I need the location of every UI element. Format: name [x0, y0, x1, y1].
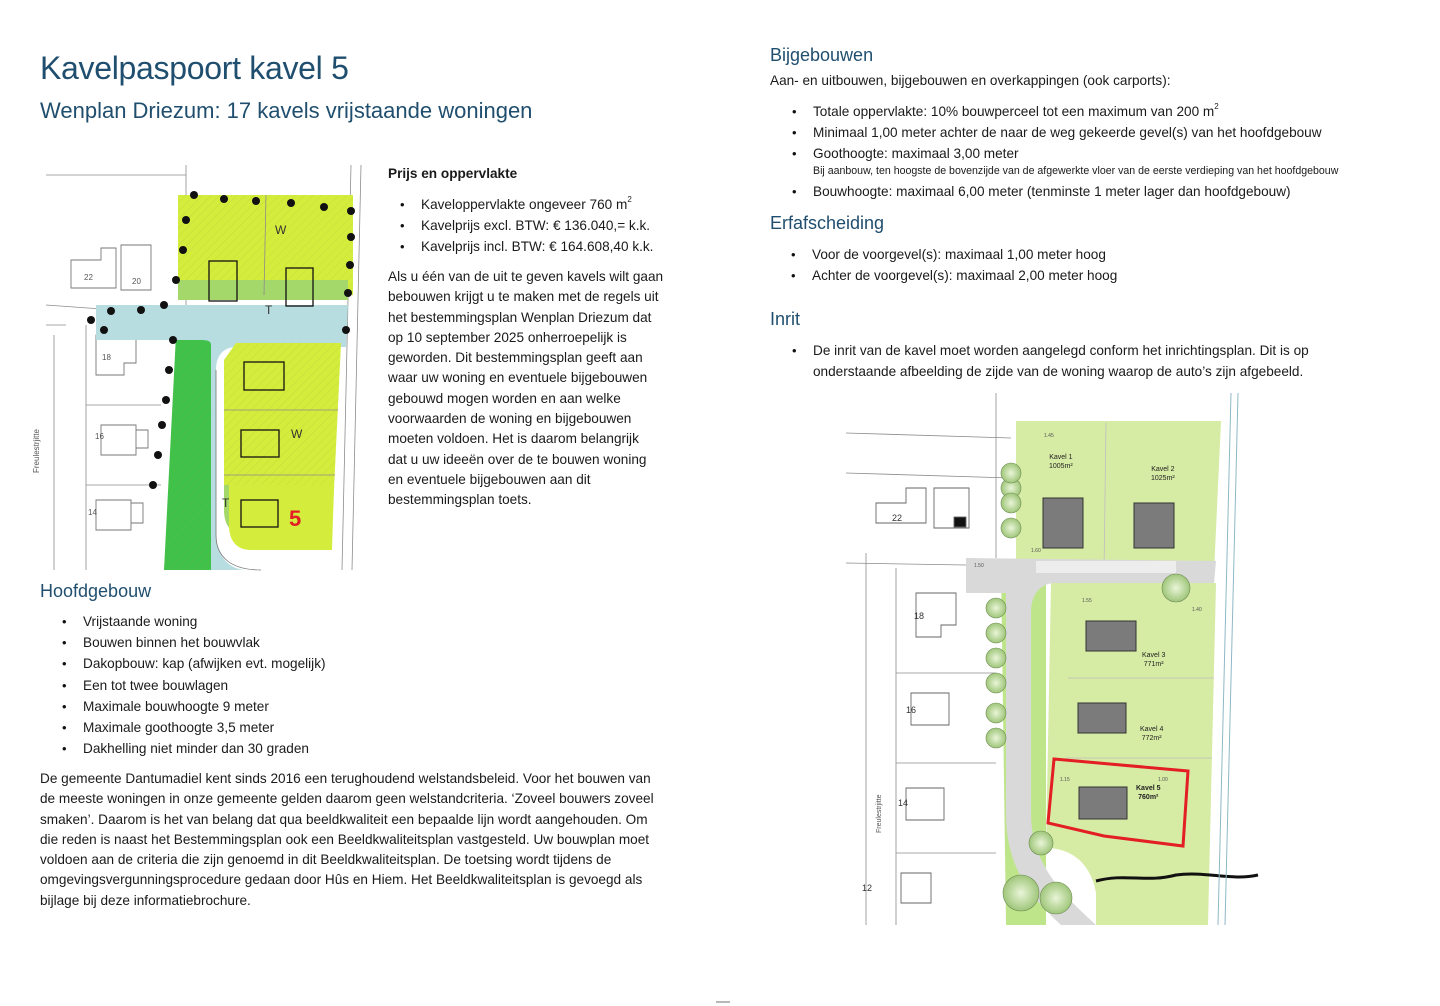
level-150: 1.50	[974, 563, 984, 569]
inrit-item	[813, 340, 1433, 382]
erfafscheiding-heading: Erfafscheiding	[770, 213, 885, 233]
zone-label-t-low: T	[222, 496, 230, 510]
intro-line: voorwaarden de woning en bijgebouwen	[388, 411, 632, 427]
intro-line: op 10 september 2025 onherroepelijk is	[388, 329, 627, 345]
plot-area: 1025m²	[1151, 475, 1175, 482]
level-160: 1.60	[1031, 548, 1041, 554]
welstand-line: De gemeente Dantumadiel kent sinds 2016 een terughoudend welstandsbeleid. Voor het bouwen van	[40, 771, 651, 786]
intro-line: Als u één van de uit te geven kavels wilt gaan	[388, 269, 664, 284]
house-number-16: 16	[95, 432, 104, 441]
page-separator	[716, 1001, 730, 1003]
inrit-line: onderstaande afbeelding de zijde van de woning waarop de auto’s zijn afgebeeld.	[813, 364, 1304, 380]
house-number-18: 18	[102, 353, 111, 362]
site-plan	[846, 393, 1258, 925]
zone-label-w-mid: W	[291, 427, 303, 441]
level-100: 1.00	[1158, 777, 1168, 783]
erfafscheiding-item: • Voor de voorgevel(s): maximaal 1,00 meter hoog	[812, 244, 1412, 265]
intro-line: en eventuele bijgebouwen aan dit	[388, 471, 591, 487]
house-number-16: 16	[906, 705, 917, 715]
intro-line: gebouwd mogen worden en aan welke	[388, 390, 621, 406]
plot-area: 772m²	[1141, 735, 1162, 742]
welstand-line: bijlage bij deze informatiebrochure.	[40, 892, 251, 908]
bijgebouwen-list-cont	[813, 181, 1433, 202]
house-number-14: 14	[88, 508, 97, 517]
bijgebouwen-item: • Goothoogte: maximaal 3,00 meter	[813, 143, 1433, 164]
intro-line: bebouwen krijgt u te maken met de regels uit	[388, 289, 659, 305]
inrit-line: • De inrit van de kavel moet worden aangelegd conform het inrichtingsplan. Dit is op	[813, 343, 1309, 358]
bijgebouwen-heading: Bijgebouwen	[770, 45, 874, 65]
zoning-map	[32, 165, 362, 570]
plot-label-kavel-2	[1151, 465, 1175, 483]
welstand-paragraph	[40, 769, 690, 911]
plot-number-label: 5	[289, 506, 302, 531]
plot-area: 1005m²	[1049, 463, 1073, 470]
intro-paragraph	[388, 267, 678, 511]
hoofdgebouw-item: • Dakopbouw: kap (afwijken evt. mogelijk)	[83, 653, 483, 674]
hoofdgebouw-item: • Een tot twee bouwlagen	[83, 675, 483, 696]
welstand-line: de meeste woningen in onze gemeente gelden daarom geen welstandcriteria. ‘Zoveel bouwers zoveel	[40, 791, 654, 807]
zone-label-t-top: T	[265, 303, 273, 317]
hoofdgebouw-item: • Bouwen binnen het bouwvlak	[83, 632, 483, 653]
goothoogte-note: Bij aanbouw, ten hoogste de bovenzijde van de afgewerkte vloer van de eerste verdieping van het hoofdgebouw	[813, 165, 1339, 177]
street-label: Freulestrjitte	[32, 428, 41, 473]
page-title: Kavelpaspoort kavel 5	[40, 50, 349, 86]
bijgebouwen-item-sup: 2	[1214, 102, 1219, 111]
house-number-18: 18	[914, 611, 925, 621]
erfafscheiding-list	[812, 244, 1412, 286]
house-number-22: 22	[892, 513, 903, 523]
plot-label-kavel-1	[1049, 453, 1073, 471]
bijgebouwen-intro: Aan- en uitbouwen, bijgebouwen en overkappingen (ook carports):	[770, 73, 1171, 88]
hoofdgebouw-item: • Dakhelling niet minder dan 30 graden	[83, 738, 483, 759]
intro-line: bestemmingsplan toets.	[388, 492, 532, 508]
inrit-heading: Inrit	[770, 309, 801, 329]
welstand-line: smaken’. Daarom is het van belang dat qua beeldkwaliteit een bepaalde lijn wordt aangehouden. Om	[40, 811, 648, 827]
house-number-14: 14	[898, 798, 909, 808]
intro-line: geworden. Dit bestemmingsplan geeft aan	[388, 350, 643, 366]
price-item-excl: • Kavelprijs excl. BTW: € 136.040,= k.k.	[421, 215, 681, 236]
plot-label-kavel-5	[1136, 784, 1161, 802]
level-115: 1.15	[1060, 777, 1070, 783]
price-list	[421, 194, 681, 258]
price-item-incl: • Kavelprijs incl. BTW: € 164.608,40 k.k.	[421, 236, 681, 257]
plot-area: 771m²	[1143, 661, 1164, 668]
plot-label-kavel-3	[1142, 651, 1165, 669]
bijgebouwen-item: • Bouwhoogte: maximaal 6,00 meter (tenminste 1 meter lager dan hoofdgebouw)	[813, 181, 1433, 202]
hoofdgebouw-item: • Maximale bouwhoogte 9 meter	[83, 696, 483, 717]
bijgebouwen-item-text: Totale oppervlakte: 10% bouwperceel tot een maximum van 200 m	[813, 104, 1215, 119]
plot-area: 760m²	[1138, 794, 1159, 801]
level-155: 1.55	[1082, 598, 1092, 604]
hoofdgebouw-heading: Hoofdgebouw	[40, 581, 152, 601]
welstand-line: die reden is naast het Bestemmingsplan ook een Beeldkwaliteitsplan vastgesteld. Uw bouwplan moet	[40, 831, 650, 847]
bijgebouwen-list	[813, 101, 1433, 165]
plot-name: Kavel 4	[1140, 726, 1164, 733]
house-number-20: 20	[132, 277, 141, 286]
plot-label-kavel-4	[1140, 725, 1163, 743]
area-sup: 2	[627, 195, 632, 204]
bijgebouwen-item: • Minimaal 1,00 meter achter de naar de weg gekeerde gevel(s) van het hoofdgebouw	[813, 122, 1433, 143]
intro-line: waar uw woning en eventuele bijgebouwen	[388, 370, 648, 386]
inrit-list	[813, 340, 1433, 382]
bijgebouwen-item	[813, 101, 1433, 122]
hoofdgebouw-item: • Maximale goothoogte 3,5 meter	[83, 717, 483, 738]
zone-label-w-top: W	[275, 223, 287, 237]
street-label: Freulestrjitte	[876, 794, 883, 833]
plot-name: Kavel 2	[1151, 466, 1175, 473]
plot-name: Kavel 1	[1049, 454, 1073, 461]
page-subtitle: Wenplan Driezum: 17 kavels vrijstaande woningen	[40, 98, 533, 123]
price-item-area	[421, 194, 681, 215]
intro-line: het bestemmingsplan Wenplan Driezum dat	[388, 309, 652, 325]
welstand-line: voldoen aan de criteria die zijn genoemd in dit Beeldkwaliteitsplan. De toetsing wordt tijdens de	[40, 852, 612, 868]
house-number-12: 12	[862, 883, 873, 893]
price-heading: Prijs en oppervlakte	[388, 166, 518, 181]
plot-name: Kavel 5	[1136, 785, 1161, 792]
erfafscheiding-item: • Achter de voorgevel(s): maximaal 2,00 meter hoog	[812, 265, 1412, 286]
house-number-22: 22	[84, 273, 93, 282]
welstand-line: omgevingsvergunningsprocedure gedaan door Hûs en Hiem. Het Beeldkwaliteitsplan is gevoegd als	[40, 872, 643, 888]
level-140: 1.40	[1192, 607, 1202, 613]
area-text: Kaveloppervlakte ongeveer 760 m	[421, 197, 628, 212]
intro-line: dat u uw ideeën over de te bouwen woning	[388, 451, 647, 467]
intro-line: moeten voldoen. Het is daarom belangrijk	[388, 431, 639, 447]
hoofdgebouw-list	[83, 611, 483, 759]
hoofdgebouw-item: • Vrijstaande woning	[83, 611, 483, 632]
plot-name: Kavel 3	[1142, 652, 1166, 659]
site-plan-drawing	[846, 393, 1258, 925]
level-145: 1.45	[1044, 433, 1054, 439]
